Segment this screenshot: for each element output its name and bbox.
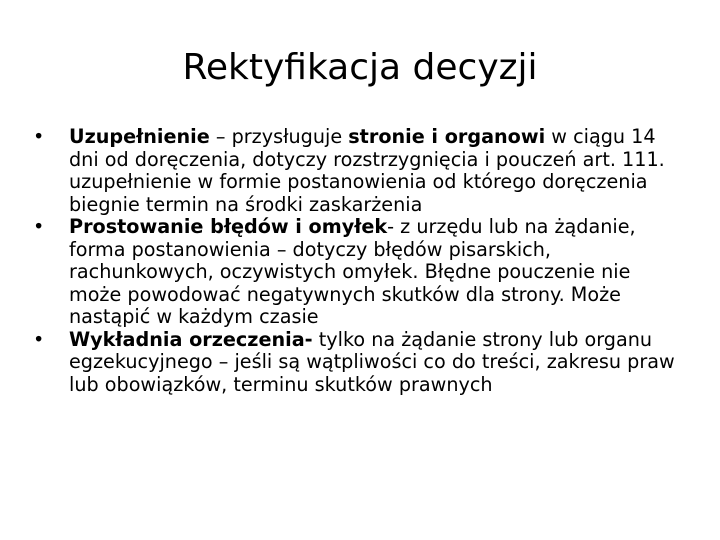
bullet-text: – przysługuje [209, 125, 349, 148]
bullet-text: tylko na żądanie strony lub organu egzekucyjnego – jeśli są wątpliwości co do treści, zakresu praw lub obowiązków, terminu skutków prawnych [69, 327, 675, 396]
bullet-item [33, 329, 688, 397]
slide-title: Rektyfikacja decyzji [182, 47, 538, 88]
bullet-text-bold: Uzupełnienie [69, 125, 210, 148]
bullet-dot-icon: • [33, 125, 45, 148]
bullet-dot-icon: • [33, 327, 45, 351]
bullet-item [33, 216, 688, 329]
bullet-text-bold: Wykładnia orzeczenia- [69, 327, 313, 351]
bullet-dot-icon: • [33, 215, 45, 238]
bullet-text-bold: stronie i organowi [348, 125, 546, 148]
bullet-text: - z urzędu lub na żądanie, forma postanowienia – dotyczy błędów pisarskich, rachunkowych, oczywistych omyłek. Błędne pouczenie nie może powodować negatywnych skutków dla strony. Może nastąpić w każdym czasie [69, 215, 636, 328]
bullet-text: w ciągu 14 dni od doręczenia, dotyczy rozstrzygnięcia i pouczeń art. 111. uzupełnienie w formie postanowienia od którego doręczenia biegnie termin na środki zaskarżenia [69, 125, 665, 216]
bullet-item [33, 126, 688, 216]
bullet-text-bold: Prostowanie błędów i omyłek [69, 215, 388, 238]
bullet-list [33, 126, 688, 396]
